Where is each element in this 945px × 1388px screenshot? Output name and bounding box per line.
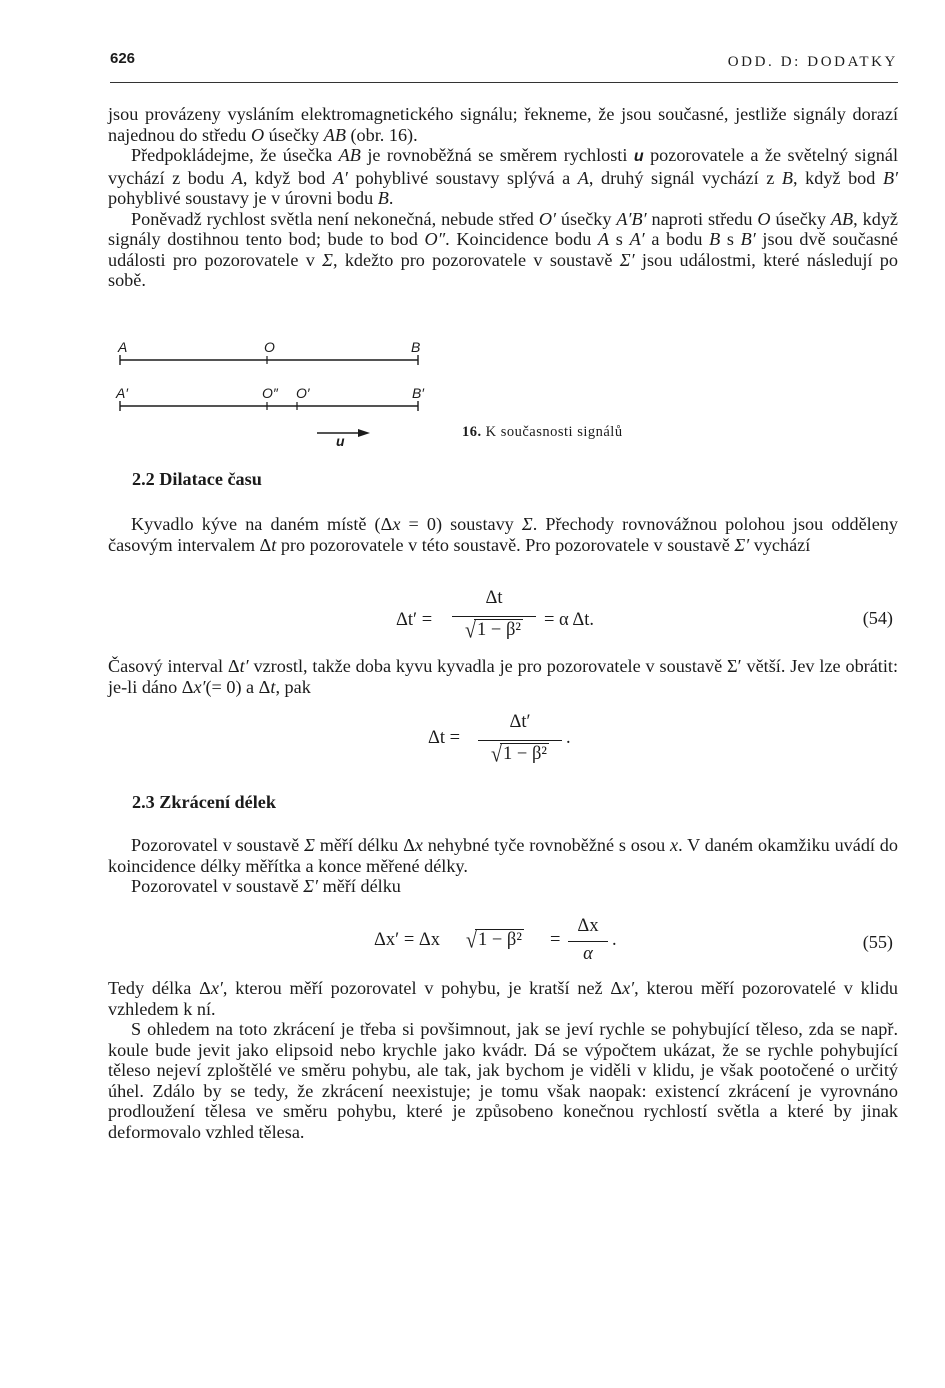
eq54-numerator: Δt [485, 588, 503, 608]
eq-inv-lhs: Δt = [428, 728, 461, 748]
figure-16-diagram [112, 340, 432, 450]
eq55-fraction-bar [568, 941, 608, 942]
velocity-arrow-head [358, 429, 370, 437]
intro-paragraph-2: Předpokládejme, že úsečka AB je rovnoběžná se směrem rychlosti u pozorovatele a že světelný signál vychází z bodu A, když bod A′ pohyblivé soustavy splývá a A, druhý signál vychází z B, když bod B′ pohyblivé soustavy je v úrovni bodu B. [108, 145, 899, 208]
paragraph-observer-sigma-prime: Pozorovatel v soustavě Σ′ měří délku [131, 876, 401, 896]
label-o-prime: O′ [296, 385, 310, 401]
eq-inv-denominator: 1 − β² [500, 743, 549, 764]
label-b-prime: B′ [412, 385, 424, 401]
eq-inv-rhs: . [566, 728, 571, 748]
label-b: B [411, 339, 421, 355]
paragraph-contraction: Tedy délka Δx′, kterou měří pozorovatel v pohybu, je kratší než Δx′, kterou měří pozorovatelé v klidu vzhledem k ní. [108, 978, 899, 1019]
paragraph-time-interval: Časový interval Δt′ vzrostl, takže doba kyvu kyvadla je pro pozorovatele v soustavě Σ′ větší. Jev lze obrátit: je-li dáno Δx′(= 0) a Δt, pak [108, 656, 898, 697]
equation-55 [374, 916, 634, 976]
equation-inverse [428, 714, 598, 774]
section-2-2-text-2 [108, 656, 898, 697]
eq54-lhs: Δt′ = [396, 610, 433, 630]
label-a: A [118, 339, 128, 355]
page-header [110, 48, 898, 83]
eq-inv-root: √ 1 − β² [491, 741, 547, 768]
equation-number-55: (55) [862, 932, 893, 952]
eq55-denominator: α [583, 944, 593, 964]
paragraph-pendulum: Kyvadlo kýve na daném místě (Δx = 0) soustavy Σ. Přechody rovnovážnou polohou jsou odděleny časovým intervalem Δt pro pozorovatele v této soustavě. Pro pozorovatele v soustavě Σ′ vychází [108, 514, 898, 555]
figure-caption: 16. K současnosti signálů [462, 424, 623, 440]
eq55-equals: = [550, 930, 561, 950]
equation-54 [396, 588, 636, 648]
page-number: 626 [110, 50, 136, 67]
intro-paragraph-1: jsou provázeny vysláním elektromagnetického signálu; řekneme, že jsou současné, jestliže signály dorazí najednou do středu O úsečky AB (obr. 16). [108, 104, 898, 145]
eq-inv-numerator: Δt′ [509, 712, 531, 732]
eq54-root: √ 1 − β² [465, 617, 521, 644]
section-heading-2-2: 2.2 Dilatace času [132, 469, 262, 489]
eq54-denominator: 1 − β² [474, 619, 523, 640]
eq55-root-content: 1 − β² [475, 929, 524, 950]
eq55-root: √ 1 − β² [466, 927, 522, 954]
section-2-2-text [108, 514, 898, 555]
equation-number-54: (54) [862, 608, 893, 628]
eq55-numerator: Δx [577, 916, 599, 936]
label-o: O [264, 339, 275, 355]
section-2-3-text [108, 835, 898, 897]
running-head: ODD. D: DODATKY [727, 54, 898, 70]
section-2-3-text-2 [108, 978, 898, 1142]
label-u: u [336, 433, 345, 449]
intro-text [108, 104, 898, 291]
section-heading-2-3: 2.3 Zkrácení délek [132, 792, 276, 812]
paragraph-observer-sigma: Pozorovatel v soustavě Σ měří délku Δx nehybné tyče rovnoběžné s osou x. V daném okamžiku uvádí do koincidence délky měřítka a konce měřené délky. [108, 835, 898, 876]
eq54-rhs: = α Δt. [544, 610, 595, 630]
label-o-double-prime: O″ [262, 385, 278, 401]
eq55-lhs: Δx′ = Δx [374, 930, 441, 950]
paragraph-appearance: S ohledem na toto zkrácení je třeba si povšimnout, jak se jeví rychle se pohybující těleso, zda se např. koule bude jevit jako elipsoid nebo krychle jako kvádr. Dá se výpočtem ukázat, že se rychle pohybující těleso nejeví zploštělé ve směru pohybu, ale tak, jak bychom je viděli v klidu, je však pootočené o určitý úhel. Zdálo by se tedy, že zkrácení neexistuje; je tomu však naopak: existencí zkrácení je vyrovnáno prodloužení tělesa ve směru pohybu, které je způsobeno konečnou rychlostí světla a které by jinak deformovalo vzhled tělesa. [108, 1019, 898, 1142]
eq55-rhs: . [612, 930, 617, 950]
intro-paragraph-3: Poněvadž rychlost světla není nekonečná, nebude střed O′ úsečky A′B′ naproti středu O úsečky AB, když signály dostihnou tento bod; bude to bod O″. Koincidence bodu A s A′ a bodu B s B′ jsou dvě současné události pro pozorovatele v Σ, kdežto pro pozorovatele v soustavě Σ′ jsou událostmi, které následují po sobě. [108, 208, 899, 290]
label-a-prime: A′ [116, 385, 128, 401]
eq-inv-fraction-bar [478, 740, 562, 741]
eq54-fraction-bar [452, 616, 536, 617]
